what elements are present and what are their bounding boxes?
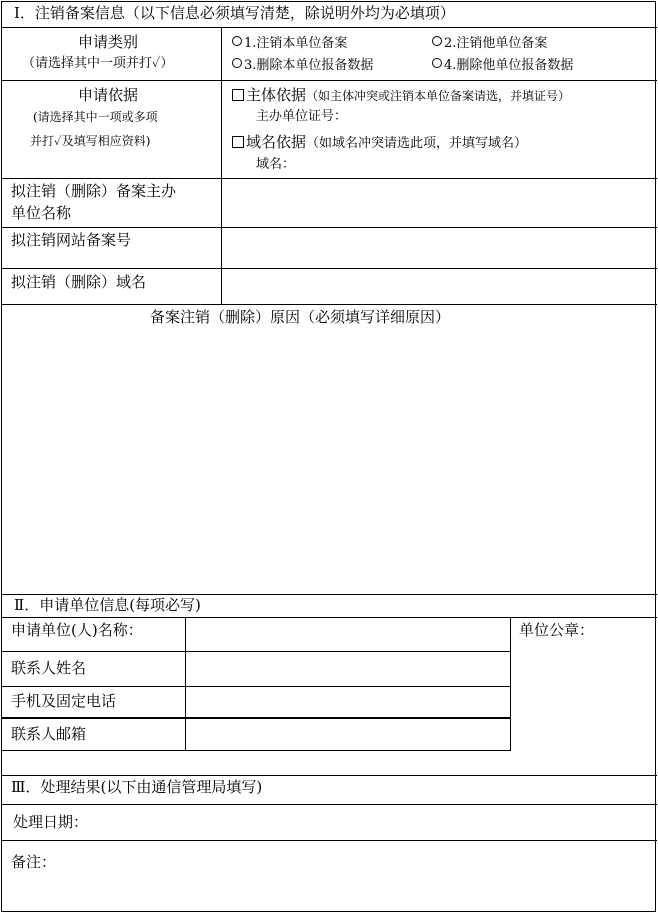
divider	[1, 775, 657, 776]
remarks-label: 备注：	[11, 853, 57, 871]
category-option-4[interactable]: 4.删除他单位报备数据	[432, 58, 573, 72]
divider	[1, 594, 657, 595]
domain-name-label: 拟注销（删除）域名	[11, 273, 147, 291]
basis-label: 申请依据	[78, 86, 139, 104]
category-label: 申请类别	[78, 33, 139, 51]
checkbox-icon	[232, 136, 244, 148]
applicant-label: 申请单位(人)名称：	[11, 621, 143, 639]
seal-label: 单位公章：	[519, 621, 595, 639]
subject-basis-option[interactable]: 主体依据（如主体冲突或注销本单位备案请选，并填证号）	[232, 87, 570, 103]
seal-area[interactable]	[511, 618, 656, 750]
applicant-input[interactable]	[186, 618, 510, 651]
section2-title: Ⅱ．申请单位信息(每项必写)	[14, 596, 201, 614]
subject-cert-field[interactable]: 主办单位证号：	[256, 109, 348, 124]
divider	[1, 80, 657, 81]
radio-icon	[432, 58, 442, 68]
org-name-label-1: 拟注销（删除）备案主办	[11, 182, 177, 200]
contact-name-input[interactable]	[186, 652, 510, 686]
section1-title: Ⅰ．注销备案信息（以下信息必须填写清楚，除说明外均为必填项）	[14, 4, 455, 22]
basis-hint-2: 并打✓及填写相应资料)	[30, 134, 151, 148]
category-option-1[interactable]: 1.注销本单位备案	[232, 36, 347, 50]
category-option-3[interactable]: 3.删除本单位报备数据	[232, 58, 373, 72]
org-name-input[interactable]	[222, 179, 656, 227]
radio-icon	[432, 36, 442, 46]
reason-title: 备案注销（删除）原因（必须填写详细原因）	[150, 308, 451, 326]
site-record-label: 拟注销网站备案号	[11, 231, 132, 249]
checkbox-icon	[232, 89, 244, 101]
category-hint: （请选择其中一项并打✓）	[22, 56, 174, 71]
domain-field[interactable]: 域名：	[256, 157, 296, 172]
domain-name-input[interactable]	[222, 269, 656, 304]
divider	[1, 750, 511, 751]
divider	[1, 304, 657, 305]
remarks-input[interactable]	[60, 841, 656, 911]
divider	[1, 27, 657, 28]
site-record-input[interactable]	[222, 228, 656, 268]
contact-name-label: 联系人姓名	[11, 659, 87, 677]
phone-input[interactable]	[186, 687, 510, 717]
phone-label: 手机及固定电话	[11, 692, 117, 710]
reason-textarea[interactable]	[2, 330, 656, 593]
radio-icon	[232, 36, 242, 46]
date-label: 处理日期：	[13, 813, 89, 831]
domain-basis-option[interactable]: 域名依据（如域名冲突请选此项，并填写域名）	[232, 134, 527, 150]
basis-hint-1: (请选择其中一项或多项	[33, 110, 158, 124]
email-label: 联系人邮箱	[11, 725, 87, 743]
org-name-label-2: 单位名称	[11, 204, 72, 222]
category-option-2[interactable]: 2.注销他单位备案	[432, 36, 547, 50]
section3-title: Ⅲ．处理结果(以下由通信管理局填写)	[11, 778, 263, 796]
date-input[interactable]	[90, 805, 656, 840]
email-input[interactable]	[186, 719, 510, 750]
radio-icon	[232, 58, 242, 68]
